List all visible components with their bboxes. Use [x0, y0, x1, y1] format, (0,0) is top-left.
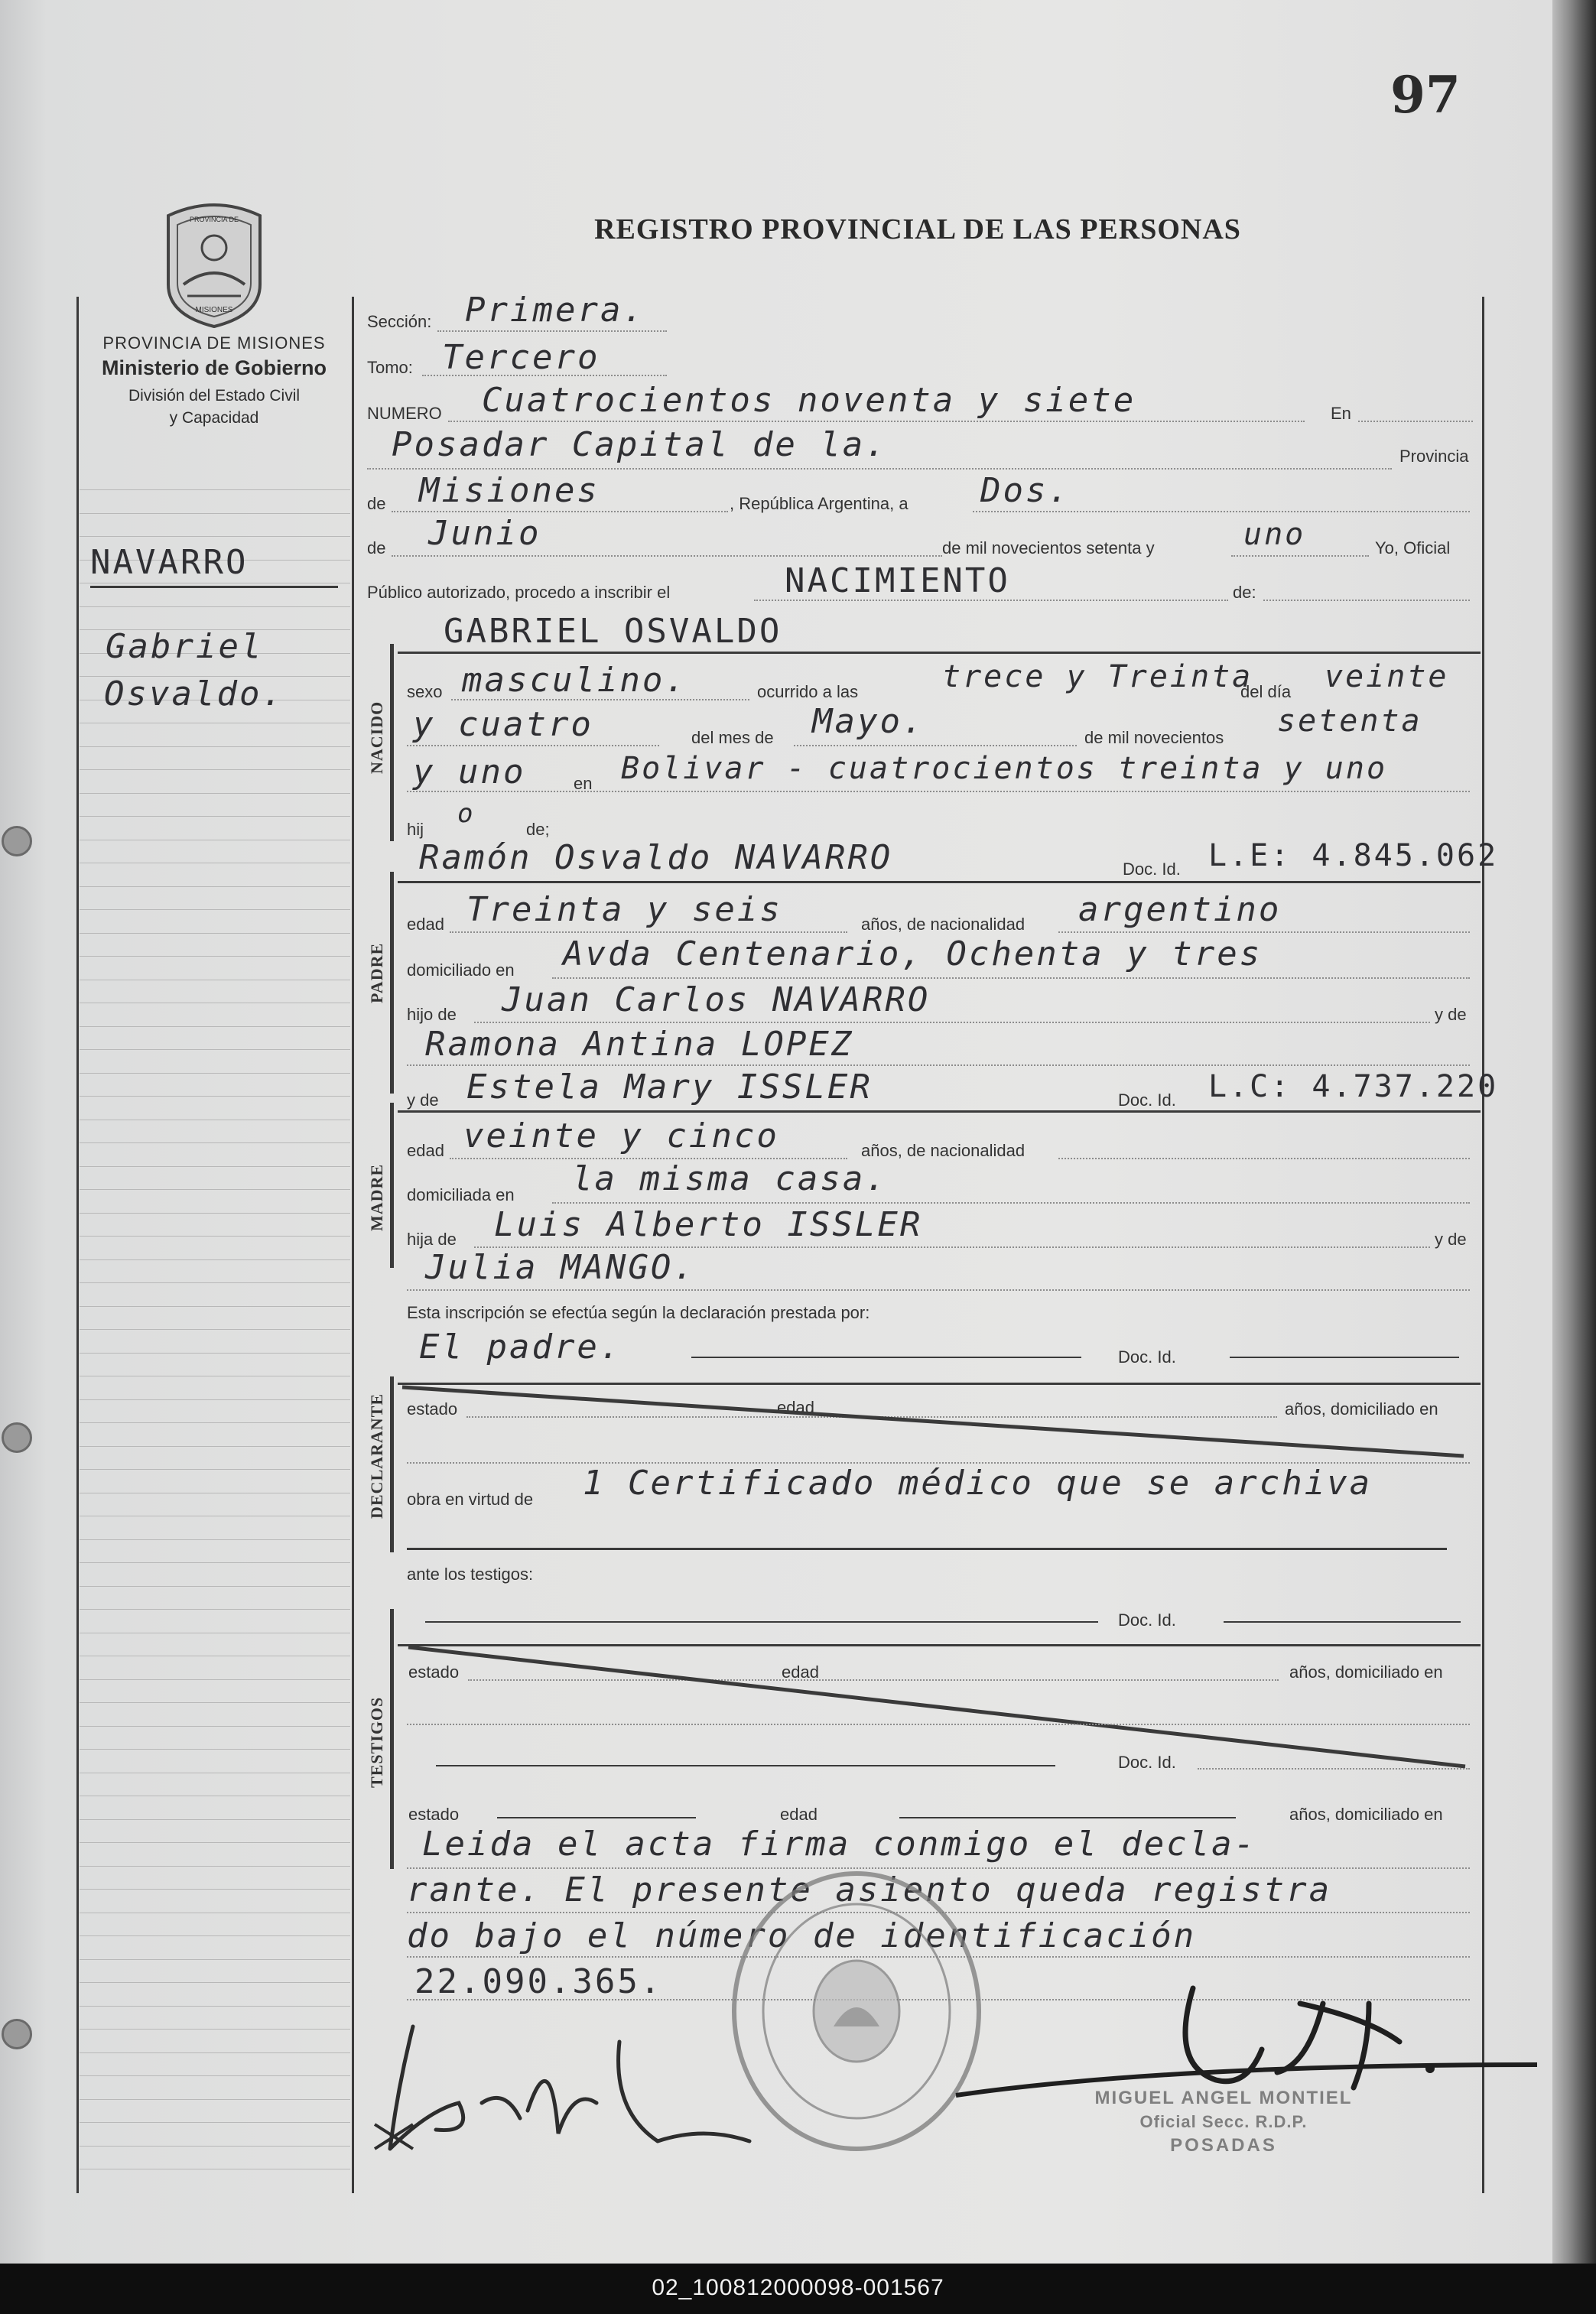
closing-text-4: 22.090.365. — [414, 1962, 663, 2001]
seal-top-text: PROVINCIA DE — [189, 216, 239, 223]
binder-hole — [2, 826, 32, 856]
margin-rule-line — [80, 933, 350, 934]
padre-y-de-label: y de — [1435, 1005, 1467, 1024]
testigo2-estado-line — [497, 1817, 696, 1818]
margin-rule-line — [80, 1609, 350, 1610]
provincia-line — [392, 511, 728, 512]
del-dia-label: del día — [1240, 682, 1292, 701]
margin-rule-line — [80, 909, 350, 910]
obra-label: obra en virtud de — [407, 1490, 534, 1509]
dia-line — [973, 511, 1470, 512]
margin-rule-line — [80, 1726, 350, 1727]
margin-rule-line — [80, 1329, 350, 1330]
dia-nac-cont: y cuatro — [413, 705, 593, 744]
sexo-label: sexo — [407, 682, 443, 701]
margin-rule-line — [80, 1446, 350, 1447]
margin-rule-line — [80, 1842, 350, 1843]
margin-rule-line — [80, 1539, 350, 1540]
padre-hijo-de-label: hijo de — [407, 1005, 457, 1024]
dia-nac-value: veinte — [1325, 659, 1449, 694]
margin-rule-line — [80, 1236, 350, 1237]
margin-rule-line — [80, 489, 350, 490]
margin-rule-line — [80, 769, 350, 770]
official-stamp-line-3: POSADAS — [1170, 2135, 1277, 2156]
de-semicolon-label: de; — [526, 820, 550, 839]
margin-rule-line — [80, 2006, 350, 2007]
padre-dom-label: domiciliado en — [407, 960, 515, 980]
margin-rule-line — [80, 1049, 350, 1050]
provincial-seal-icon — [153, 200, 275, 330]
padre-top-rule — [398, 881, 1481, 883]
official-stamp-line-2: Oficial Secc. R.D.P. — [1139, 2112, 1308, 2131]
closing-text-2: rante. El presente asiento queda registra — [407, 1870, 1332, 1909]
de-mil-label: de mil novecientos — [1084, 728, 1224, 747]
margin-rule-line — [80, 1166, 350, 1167]
right-rule — [1482, 297, 1484, 2193]
de-label-2: de — [367, 538, 386, 557]
padre-nombre: Ramón Osvaldo NAVARRO — [419, 838, 893, 877]
mes-line — [392, 555, 942, 557]
madre-hija-de-label: hija de — [407, 1230, 457, 1249]
margin-rule-line — [80, 1935, 350, 1936]
declarante-anos-label: años, domiciliado en — [1285, 1399, 1438, 1419]
padre-edad-label: edad — [407, 915, 444, 934]
binder-hole — [2, 2019, 32, 2049]
image-caption: 02_100812000098-001567 — [652, 2275, 944, 2300]
margin-rule-line — [80, 793, 350, 794]
testigo1-blank-line — [407, 1724, 1470, 1725]
padre-dom-value: Avda Centenario, Ochenta y tres — [563, 934, 1263, 973]
tomo-label: Tomo: — [367, 358, 413, 377]
hij-label: hij — [407, 820, 424, 839]
margin-rule-line — [80, 1702, 350, 1703]
testigos-label: TESTIGOS — [367, 1696, 386, 1788]
padre-bracket — [390, 872, 394, 1094]
margin-rule-line — [80, 1959, 350, 1960]
declarante-edad-label: edad — [777, 1398, 814, 1417]
testigo2-anos-label: años, domiciliado en — [1289, 1805, 1443, 1824]
margin-rule-line — [80, 1399, 350, 1400]
madre-y-de-value: Julia MANGO. — [425, 1248, 696, 1287]
padre-y-de-value: Ramona Antina LOPEZ — [425, 1025, 854, 1064]
page-number: 97 — [1390, 65, 1461, 125]
inscripcion-label: Esta inscripción se efectúa según la declaración prestada por: — [407, 1303, 870, 1322]
dia-value: Dos. — [980, 471, 1071, 510]
margin-rule-line — [80, 816, 350, 817]
madre-doc-value: L.C: 4.737.220 — [1208, 1069, 1499, 1104]
ministry-name: Ministerio de Gobierno — [101, 356, 327, 379]
ano-line — [1231, 555, 1369, 557]
margin-rule-line — [80, 1353, 350, 1354]
madre-hija-de-value: Luis Alberto ISSLER — [494, 1205, 923, 1244]
testigo1-estado-label: estado — [408, 1662, 460, 1682]
madre-dom-value: la misma casa. — [572, 1159, 888, 1198]
margin-rule-line — [80, 536, 350, 537]
province-name: PROVINCIA DE MISIONES — [102, 333, 326, 353]
provincia-label: Provincia — [1399, 447, 1469, 466]
margin-given-name-1: Gabriel — [106, 627, 264, 666]
page-edge-shadow — [1552, 0, 1596, 2264]
margin-rule-line — [80, 1026, 350, 1027]
official-stamp-line-1: MIGUEL ANGEL MONTIEL — [1094, 2088, 1353, 2108]
madre-edad-label: edad — [407, 1141, 444, 1160]
left-margin-rule — [76, 297, 79, 2193]
padre-label: PADRE — [367, 942, 386, 1003]
margin-rule-line — [80, 2122, 350, 2123]
margin-rule-line — [80, 1213, 350, 1214]
declaracion-value: El padre. — [419, 1328, 622, 1367]
madre-edad-value: veinte y cinco — [463, 1116, 779, 1155]
madre-y-de-prefix: y de — [407, 1090, 439, 1110]
hijo-suffix: o — [457, 798, 476, 829]
seccion-value: Primera. — [465, 291, 645, 330]
margin-rule-line — [80, 1982, 350, 1983]
mes-nac-line — [794, 745, 1077, 746]
margin-rule-line — [80, 1142, 350, 1143]
margin-rule-line — [80, 1469, 350, 1470]
margin-rule-line — [80, 2099, 350, 2100]
province-header — [76, 333, 352, 429]
del-mes-label: del mes de — [691, 728, 774, 747]
padre-hijo-de-value: Juan Carlos NAVARRO — [502, 980, 931, 1019]
padre-edad-line — [450, 931, 847, 933]
margin-rule-line — [80, 1562, 350, 1563]
testigo2-name-line — [436, 1765, 1055, 1766]
padre-doc-label: Doc. Id. — [1123, 860, 1181, 879]
margin-rule-line — [80, 1189, 350, 1190]
hora-value: trece y Treinta — [942, 659, 1253, 694]
numero-label: NUMERO — [367, 404, 442, 423]
registry-title: REGISTRO PROVINCIAL DE LAS PERSONAS — [594, 213, 1241, 245]
lugar-value: Posadar Capital de la. — [392, 425, 888, 464]
lugar-nac-value: Bolivar - cuatrocientos treinta y uno — [621, 751, 1388, 786]
acto-value: NACIMIENTO — [785, 561, 1010, 600]
testigo2-edad-label: edad — [780, 1805, 818, 1824]
padre-dom-line — [552, 977, 1470, 979]
de-colon-label: de: — [1233, 583, 1256, 602]
madre-dom-line — [552, 1202, 1470, 1204]
margin-rule-line — [80, 2052, 350, 2053]
mes-nac-value: Mayo. — [812, 702, 925, 741]
nacido-nombre: GABRIEL OSVALDO — [444, 612, 782, 651]
center-rule — [352, 297, 354, 2193]
margin-rule-line — [80, 2146, 350, 2147]
signature-left-icon — [367, 1996, 765, 2164]
madre-doc-label: Doc. Id. — [1118, 1090, 1176, 1110]
declarante-doc-line — [1230, 1357, 1459, 1358]
margin-rule-line — [80, 1586, 350, 1587]
padre-hijo-de-line — [474, 1022, 1430, 1023]
closing-text-3: do bajo el número de identificación — [407, 1916, 1197, 1955]
padre-nac-line — [1058, 931, 1470, 933]
de-colon-line — [1263, 600, 1470, 601]
surname-underline — [90, 586, 338, 588]
testigo1-anos-label: años, domiciliado en — [1289, 1662, 1443, 1682]
ano-nac-value: setenta — [1277, 704, 1422, 739]
margin-rule-line — [80, 746, 350, 747]
division-line-1: División del Estado Civil — [128, 387, 301, 405]
yo-oficial-label: Yo, Oficial — [1375, 538, 1451, 557]
margin-rule-line — [80, 1749, 350, 1750]
certificado-rule — [407, 1548, 1447, 1550]
margin-rule-line — [80, 1259, 350, 1260]
declarante-bracket — [390, 1376, 394, 1552]
testigo2-edad-line — [899, 1817, 1236, 1818]
seccion-line — [437, 330, 667, 332]
testigo1-doc-line — [1224, 1621, 1461, 1623]
testigo2-estado-label: estado — [408, 1805, 460, 1824]
madre-top-rule — [398, 1110, 1481, 1113]
declarante-doc-label: Doc. Id. — [1118, 1347, 1176, 1367]
madre-label: MADRE — [367, 1163, 386, 1231]
testigo2-doc-label: Doc. Id. — [1118, 1753, 1176, 1772]
declaracion-line — [691, 1357, 1081, 1358]
margin-rule-line — [80, 1422, 350, 1423]
de-mil-setenta-label: de mil novecientos setenta y — [942, 538, 1155, 557]
madre-y-de-label: y de — [1435, 1230, 1467, 1249]
declarante-strike — [398, 1384, 1468, 1468]
ano-nac-cont: y uno — [413, 752, 526, 791]
margin-rule-line — [80, 1282, 350, 1283]
margin-rule-line — [80, 886, 350, 887]
testigo1-edad-label: edad — [782, 1662, 819, 1682]
sexo-value: masculino. — [462, 661, 687, 700]
madre-dom-label: domiciliada en — [407, 1185, 515, 1204]
lugar-line — [367, 468, 1392, 470]
ante-testigos-label: ante los testigos: — [407, 1565, 534, 1584]
certificado-value: 1 Certificado médico que se archiva — [583, 1464, 1373, 1503]
testigo2-doc-line — [1198, 1768, 1470, 1770]
nacido-label: NACIDO — [367, 700, 386, 774]
mes-value: Junio — [428, 514, 541, 553]
margin-rule-line — [80, 1073, 350, 1074]
ocurrido-label: ocurrido a las — [757, 682, 859, 701]
margin-given-name-2: Osvaldo. — [104, 674, 284, 713]
publico-label: Público autorizado, procedo a inscribir el — [367, 583, 671, 602]
testigo1-doc-label: Doc. Id. — [1118, 1610, 1176, 1630]
dia-nac-cont-line — [407, 745, 659, 746]
provincia-value: Misiones — [419, 471, 600, 510]
madre-nombre: Estela Mary ISSLER — [466, 1068, 873, 1107]
en-small-label: en — [574, 774, 593, 793]
lugar-nac-line — [407, 791, 1470, 792]
en-label: En — [1331, 404, 1351, 423]
declarante-label: DECLARANTE — [367, 1393, 386, 1519]
republica-label: , República Argentina, a — [730, 494, 909, 513]
padre-y-de-line — [407, 1064, 1470, 1066]
margin-rule-line — [80, 2075, 350, 2076]
seal-bottom-text: MISIONES — [195, 306, 233, 314]
closing-text-1: Leida el acta firma conmigo el decla- — [422, 1825, 1257, 1864]
division-line-2: y Capacidad — [169, 409, 259, 427]
margin-rule-line — [80, 513, 350, 514]
binder-hole — [2, 1422, 32, 1453]
margin-rule-line — [80, 606, 350, 607]
margin-rule-line — [80, 956, 350, 957]
madre-bracket — [390, 1103, 394, 1268]
en-line — [1358, 421, 1473, 422]
margin-surname: NAVARRO — [90, 543, 249, 582]
margin-rule-line — [80, 1889, 350, 1890]
de-label-1: de — [367, 494, 386, 513]
padre-nac-value: argentino — [1078, 890, 1282, 929]
madre-y-de-line — [407, 1289, 1470, 1291]
tomo-value: Tercero — [442, 338, 600, 377]
testigos-strike — [405, 1644, 1468, 1774]
madre-nac-line — [1058, 1158, 1470, 1159]
declarante-estado-label: estado — [407, 1399, 458, 1419]
padre-edad-value: Treinta y seis — [466, 890, 782, 929]
testigo1-name-line — [425, 1621, 1098, 1623]
margin-rule-line — [80, 1096, 350, 1097]
numero-value: Cuatrocientos noventa y siete — [482, 381, 1136, 420]
seccion-label: Sección: — [367, 312, 432, 331]
padre-doc-value: L.E: 4.845.062 — [1208, 838, 1499, 873]
margin-rule-line — [80, 2029, 350, 2030]
testigos-bracket — [390, 1609, 394, 1869]
official-stamp — [1071, 2088, 1377, 2156]
margin-rule-line — [80, 1306, 350, 1307]
margin-rule-line — [80, 1866, 350, 1867]
nacido-bracket — [390, 644, 394, 841]
numero-line — [448, 421, 1305, 422]
margin-rule-line — [80, 1819, 350, 1820]
nacido-top-rule — [398, 652, 1481, 654]
padre-nac-label: años, de nacionalidad — [861, 915, 1026, 934]
ano-value: uno — [1243, 517, 1306, 552]
margin-rule-line — [80, 1679, 350, 1680]
madre-nac-label: años, de nacionalidad — [861, 1141, 1026, 1160]
